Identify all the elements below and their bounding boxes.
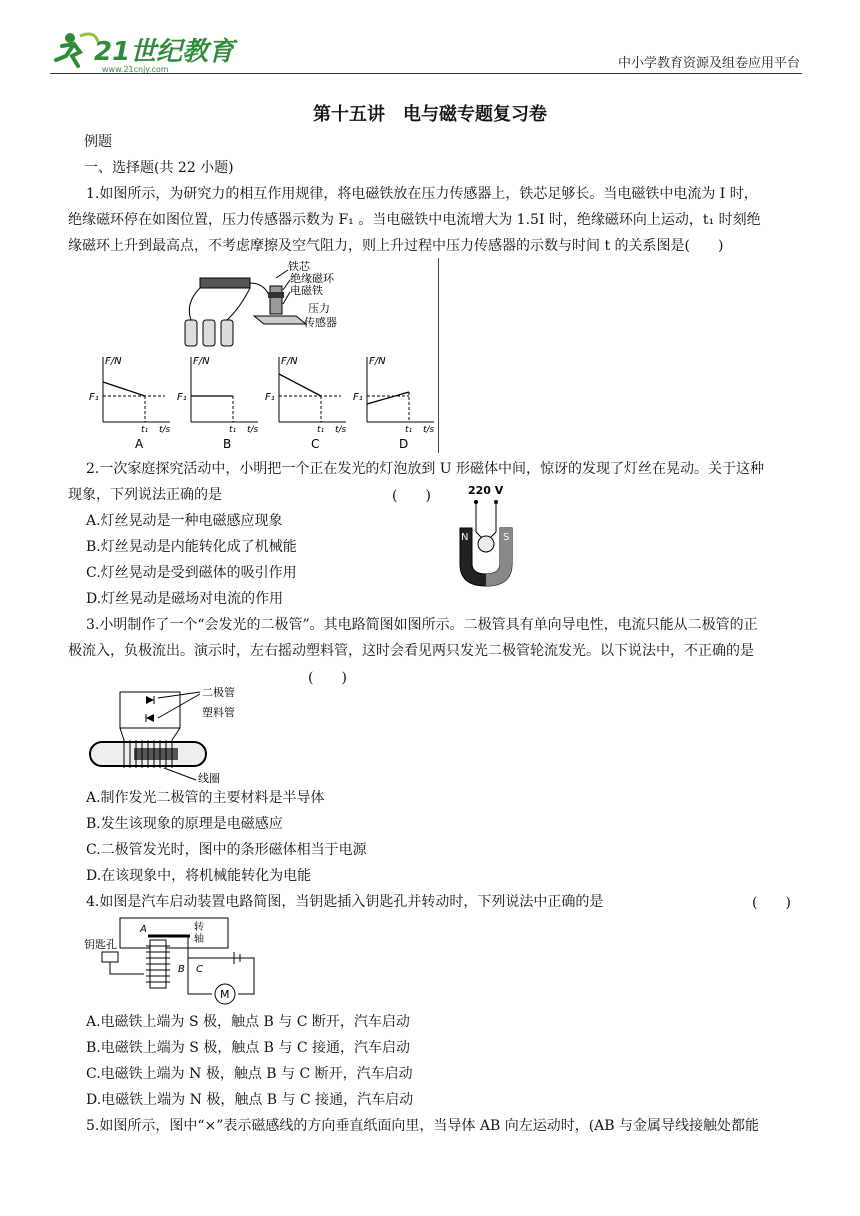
q4-fig-label-a: A xyxy=(140,924,147,935)
example-label: 例题 xyxy=(84,134,112,150)
q1-line1: 1.如图所示，为研究力的相互作用规律，将电磁铁放在压力传感器上，铁芯足够长。当电磁铁中电流为 I 时， xyxy=(86,186,758,202)
q3-line1: 3.小明制作了一个“会发光的二极管”。其电路简图如图所示。二极管具有单向导电性，电流只能从二极管的正 xyxy=(86,617,758,633)
graph-b-f1: F₁ xyxy=(177,392,187,403)
q5-line1: 5.如图所示，图中“×”表示磁感线的方向垂直纸面向里，当导体 AB 向左运动时，(AB 与金属导线接触处都能 xyxy=(86,1118,760,1134)
graph-a-ylabel: F/N xyxy=(105,356,122,367)
q2-pole-n: N xyxy=(461,532,469,543)
q1-graph-b xyxy=(177,356,259,451)
q3-line2: 极流入，负极流出。演示时，左右摇动塑料管，这时会看见两只发光二极管轮流发光。以下说法中，不正确的是 xyxy=(68,643,754,659)
q2-voltage-label: 220 V xyxy=(468,484,504,497)
q1-graph-d xyxy=(353,356,435,451)
section-heading: 一、选择题(共 22 小题) xyxy=(84,160,234,176)
graph-a-label: A xyxy=(135,437,144,451)
graph-c-ylabel: F/N xyxy=(281,356,298,367)
q3-fig-label-tube: 塑料管 xyxy=(202,706,235,719)
q3-option-b: B.发生该现象的原理是电磁感应 xyxy=(86,816,283,832)
q2-bracket: ( ) xyxy=(392,488,431,504)
q4-line1: 4.如图是汽车启动装置电路简图，当钥匙插入钥匙孔并转动时，下列说法中正确的是 xyxy=(86,894,604,910)
q2-option-c: C.灯丝晃动是受到磁体的吸引作用 xyxy=(86,565,297,581)
q1-graph-a xyxy=(89,356,171,451)
graph-c-label: C xyxy=(311,437,320,451)
q2-option-a: A.灯丝晃动是一种电磁感应现象 xyxy=(86,513,283,529)
q4-fig-label-b: B xyxy=(178,964,185,975)
graph-d-ylabel: F/N xyxy=(369,356,386,367)
q1-fig-label-pressure: 压力 xyxy=(308,302,330,315)
q3-fig-label-coil: 线圈 xyxy=(198,772,220,784)
logo-runner-icon xyxy=(50,26,250,76)
graph-b-label: B xyxy=(223,437,232,451)
q1-fig-label-ring: 绝缘磁环 xyxy=(290,272,334,285)
graph-c-xlabel: t/s xyxy=(335,425,347,435)
q3-option-c: C.二极管发光时，图中的条形磁体相当于电源 xyxy=(86,842,367,858)
page-title: 第十五讲 电与磁专题复习卷 xyxy=(313,104,547,125)
header-divider xyxy=(50,73,802,74)
q3-diode-figure xyxy=(84,684,254,784)
q1-fig-label-electromagnet: 电磁铁 xyxy=(290,284,323,297)
q2-option-d: D.灯丝晃动是磁场对电流的作用 xyxy=(86,591,284,607)
q4-option-c: C.电磁铁上端为 N 极，触点 B 与 C 断开，汽车启动 xyxy=(86,1066,413,1082)
logo xyxy=(50,26,250,76)
graph-d-label: D xyxy=(399,437,409,451)
q4-bracket: ( ) xyxy=(752,895,791,911)
logo-text: 21世纪教育 xyxy=(94,37,235,67)
graph-a-t1: t₁ xyxy=(141,425,149,435)
q4-option-a: A.电磁铁上端为 S 极，触点 B 与 C 断开，汽车启动 xyxy=(86,1014,410,1030)
q1-graph-c xyxy=(265,356,347,451)
graph-b-ylabel: F/N xyxy=(193,356,210,367)
graph-c-t1: t₁ xyxy=(317,425,325,435)
q1-fig-label-sensor: 传感器 xyxy=(304,316,337,329)
q4-fig-label-c: C xyxy=(196,964,203,975)
q4-fig-label-zhou: 轴 xyxy=(194,934,204,945)
q4-option-b: B.电磁铁上端为 S 极，触点 B 与 C 接通，汽车启动 xyxy=(86,1040,411,1056)
platform-name: 中小学教育资源及组卷应用平台 xyxy=(617,56,800,71)
q1-line2: 绝缘磁环停在如图位置，压力传感器示数为 F₁ 。当电磁铁中电流增大为 1.5I 时，绝缘磁环向上运动，t₁ 时刻绝 xyxy=(68,212,761,228)
q3-fig-label-diode: 二极管 xyxy=(202,686,235,699)
logo-url: www.21cnjy.com xyxy=(102,65,169,74)
q2-line1: 2.一次家庭探究活动中，小明把一个正在发光的灯泡放到 U 形磁体中间，惊讶的发现了灯丝在晃动。关于这种 xyxy=(86,461,765,477)
q4-option-d: D.电磁铁上端为 N 极，触点 B 与 C 接通，汽车启动 xyxy=(86,1092,414,1108)
q1-line3: 缘磁环上升到最高点，不考虑摩擦及空气阻力，则上升过程中压力传感器的示数与时间 t 的关系图是( ) xyxy=(68,238,724,254)
q2-line2: 现象，下列说法正确的是 xyxy=(68,487,222,503)
graph-a-f1: F₁ xyxy=(89,392,99,403)
graph-a-xlabel: t/s xyxy=(159,425,171,435)
graph-b-xlabel: t/s xyxy=(247,425,259,435)
graph-d-f1: F₁ xyxy=(353,392,363,403)
q3-bracket: ( ) xyxy=(308,670,347,686)
q4-fig-label-zhuan: 转 xyxy=(194,922,204,933)
q1-option-graphs xyxy=(85,352,445,452)
q4-fig-label-keyhole: 钥匙孔 xyxy=(84,938,117,951)
q4-fig-label-motor: M xyxy=(220,988,230,1001)
q1-fig-label-iron-core: 铁芯 xyxy=(288,260,310,273)
q3-option-a: A.制作发光二极管的主要材料是半导体 xyxy=(86,790,325,806)
graph-b-t1: t₁ xyxy=(229,425,237,435)
graph-d-xlabel: t/s xyxy=(423,425,435,435)
q4-starter-circuit-figure xyxy=(84,914,264,1006)
graph-d-t1: t₁ xyxy=(405,425,413,435)
q2-option-b: B.灯丝晃动是内能转化成了机械能 xyxy=(86,539,297,555)
graph-c-f1: F₁ xyxy=(265,392,275,403)
q2-u-magnet-figure xyxy=(452,482,532,594)
q2-pole-s: S xyxy=(503,532,510,543)
q1-apparatus-figure xyxy=(170,258,370,353)
q3-option-d: D.在该现象中，将机械能转化为电能 xyxy=(86,868,312,884)
